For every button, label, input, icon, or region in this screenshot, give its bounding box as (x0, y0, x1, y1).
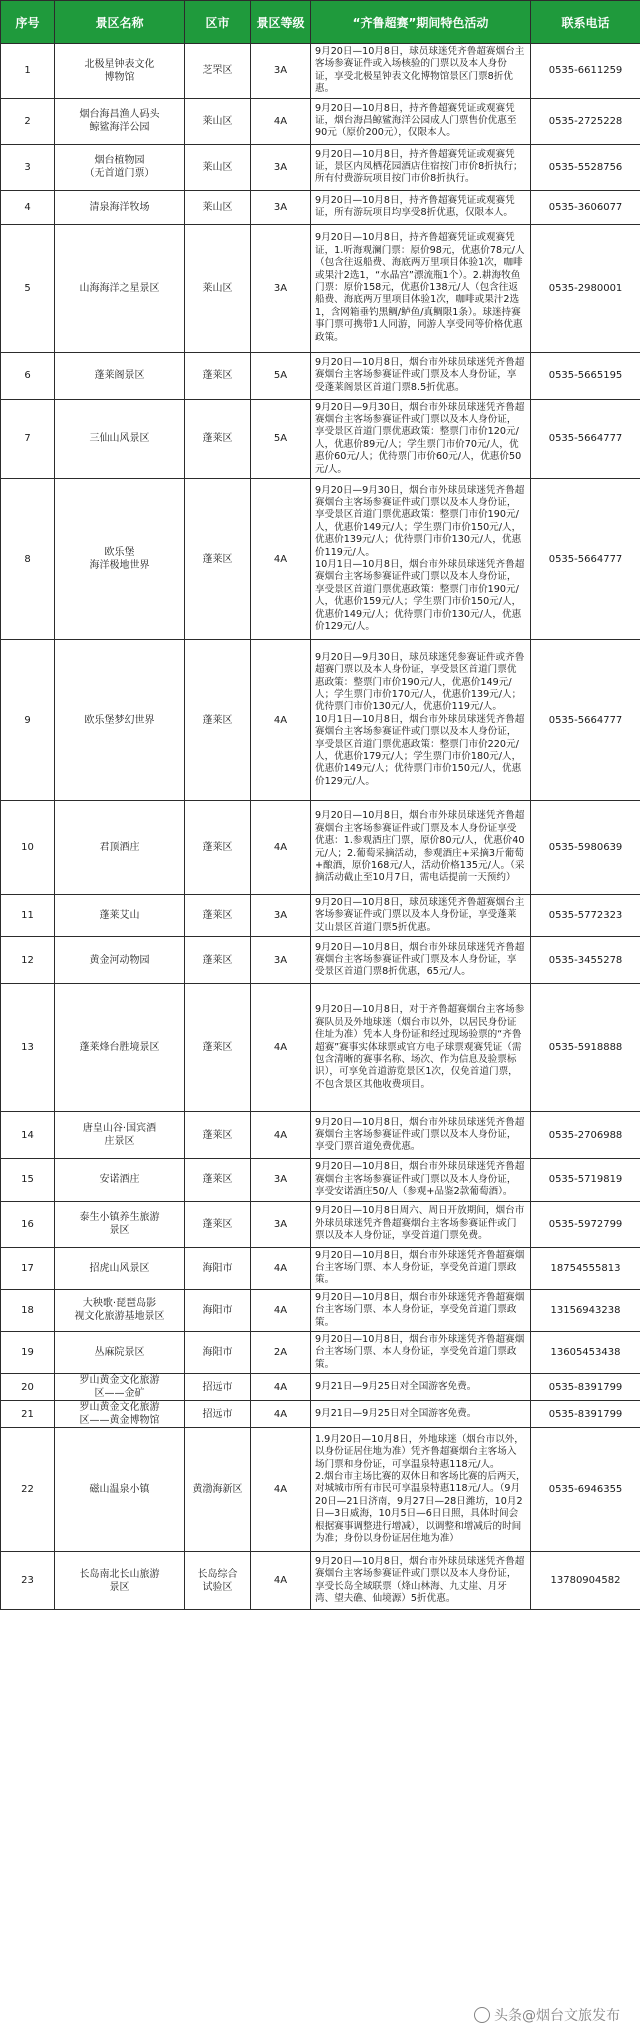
table-row (1, 399, 640, 478)
activity-text: 9月20日—10月8日，持齐鲁超赛凭证或观赛凭证，1.听海观澜门票：原价98元，优惠价78元/人（包含往返船费、海底两万里项目体验1次，咖啡或果汁2选1，“水晶宫”漂流瓶1个）。2.耕海牧鱼门票：原价158元，优惠价138元/人（包含往返船费、海底两万里项目体验1次，咖啡或果汁2选1，含网箱垂钓黑鲷/鲈鱼/真鲷限1条）。球迷持赛事门票可携带1人同游，同游人享受同等价格优惠政策。 (311, 224, 531, 352)
district: 莱山区 (185, 144, 251, 190)
activity-text: 9月20日—9月30日，球员球迷凭参赛证件或齐鲁超赛门票以及本人身份证，享受景区首道门票优惠政策：整票门市价190元/人，优惠价149元/人；学生票门市价170元/人，优惠价139元/人；优待票门市价130元/人，优惠价119元/人。 10月1日—10月8日，烟台市外球员球迷凭齐鲁超赛烟台主客场参赛证件或门票以及本人身份证，享受景区首道门票优惠政策：整票门市价220元/人，优惠价179元/人；学生票门市价180元/人，优惠价149元/人；优待票门市价150元/人，优惠价129元/人。 (311, 640, 531, 801)
table-row (1, 1331, 640, 1373)
row-number: 15 (1, 1159, 55, 1201)
district: 莱山区 (185, 190, 251, 224)
scenic-level: 4A (251, 801, 311, 895)
scenic-level: 3A (251, 144, 311, 190)
contact-phone: 0535-2706988 (531, 1112, 640, 1159)
row-number: 20 (1, 1374, 55, 1401)
table-row (1, 352, 640, 399)
contact-phone: 13156943238 (531, 1289, 640, 1331)
scenic-name: 山海海洋之星景区 (55, 224, 185, 352)
scenic-name: 欧乐堡梦幻世界 (55, 640, 185, 801)
contact-phone: 0535-5772323 (531, 895, 640, 937)
activity-text: 9月20日—10月8日，对于齐鲁超赛烟台主客场参赛队员及外地球迷（烟台市以外，以居民身份证住址为准）凭本人身份证和经过现场验票的“齐鲁超赛”赛事实体球票或官方电子球票观赛凭证（需包含清晰的赛事名称、场次、作为信息及验票标识），可享免首道游览景区1次，仅免首道门票，不包含景区其他收费项目。 (311, 984, 531, 1112)
district: 蓬莱区 (185, 1112, 251, 1159)
table-row (1, 479, 640, 640)
contact-phone: 0535-5665195 (531, 352, 640, 399)
scenic-name: 大秧歌·琵琶岛影 视文化旅游基地景区 (55, 1289, 185, 1331)
district: 招远市 (185, 1401, 251, 1428)
row-number: 5 (1, 224, 55, 352)
scenic-name: 烟台海昌渔人码头 鲸鲨海洋公园 (55, 98, 185, 144)
header-phone: 联系电话 (531, 1, 640, 44)
table-row (1, 1428, 640, 1552)
contact-phone: 0535-3606077 (531, 190, 640, 224)
activity-text: 9月20日—10月8日，烟台市外球员球迷凭齐鲁超赛烟台主客场参赛证件或门票及本人身份证享受优惠：1.参观酒庄门票，原价80元/人，优惠价40元/人；2.葡萄采摘活动，参观酒庄+采摘3斤葡萄+酿酒，原价168元/人，活动价格135元/人。（采摘活动截止至10月7日，需电话提前一天预约） (311, 801, 531, 895)
row-number: 13 (1, 984, 55, 1112)
district: 蓬莱区 (185, 984, 251, 1112)
contact-phone: 0535-5664777 (531, 640, 640, 801)
activity-text: 9月20日—10月8日，烟台市外球员球迷凭齐鲁超赛烟台主客场参赛证件或门票及本人身份证，享受蓬莱阁景区首道门票8.5折优惠。 (311, 352, 531, 399)
activity-text: 9月20日—10月8日，烟台市外球员球迷凭齐鲁超赛烟台主客场参赛证件或门票以及本人身份证，享受长岛全域联票（烽山林海、九丈崖、月牙湾、望夫礁、仙境源）5折优惠。 (311, 1552, 531, 1610)
district: 招远市 (185, 1374, 251, 1401)
district: 蓬莱区 (185, 399, 251, 478)
district: 蓬莱区 (185, 640, 251, 801)
row-number: 16 (1, 1201, 55, 1247)
scenic-level: 4A (251, 479, 311, 640)
table-row (1, 1374, 640, 1401)
activity-text: 9月20日—10月8日周六、周日开放期间，烟台市外球员球迷凭齐鲁超赛烟台主客场参赛证件或门票以及本人身份证，享受首道门票免费。 (311, 1201, 531, 1247)
contact-phone: 0535-5918888 (531, 984, 640, 1112)
table-row (1, 895, 640, 937)
district: 海阳市 (185, 1289, 251, 1331)
scenic-name: 蓬莱烽台胜境景区 (55, 984, 185, 1112)
district: 蓬莱区 (185, 1201, 251, 1247)
contact-phone: 0535-8391799 (531, 1401, 640, 1428)
activity-text: 9月20日—10月8日，烟台市外球员球迷凭齐鲁超赛烟台主客场参赛证件或门票及本人身份证，享受景区首道门票8折优惠，65元/人。 (311, 937, 531, 984)
scenic-name: 三仙山风景区 (55, 399, 185, 478)
contact-phone: 13605453438 (531, 1331, 640, 1373)
activity-text: 9月21日—9月25日对全国游客免费。 (311, 1401, 531, 1428)
contact-phone: 0535-6946355 (531, 1428, 640, 1552)
activity-text: 9月20日—10月8日，烟台市外球员球迷凭齐鲁超赛烟台主客场参赛证件或门票以及本人身份证，享受门票首道免费优惠。 (311, 1112, 531, 1159)
scenic-level: 4A (251, 1552, 311, 1610)
scenic-name: 磁山温泉小镇 (55, 1428, 185, 1552)
activity-text: 9月20日—10月8日，烟台市外球员球迷凭齐鲁超赛烟台主客场参赛证件或门票以及本人身份证，享受安诺酒庄50/人（参观+品鉴2款葡萄酒）。 (311, 1159, 531, 1201)
district: 海阳市 (185, 1331, 251, 1373)
headline-logo-icon (474, 2007, 490, 2023)
watermark-text: 头条@烟台文旅发布 (494, 2008, 620, 2024)
row-number: 3 (1, 144, 55, 190)
table-row (1, 44, 640, 99)
header-name: 景区名称 (55, 1, 185, 44)
scenic-level: 3A (251, 224, 311, 352)
row-number: 2 (1, 98, 55, 144)
scenic-name: 蓬莱艾山 (55, 895, 185, 937)
scenic-level: 2A (251, 1331, 311, 1373)
scenic-level: 4A (251, 1247, 311, 1289)
row-number: 10 (1, 801, 55, 895)
scenic-level: 3A (251, 190, 311, 224)
scenic-name: 黄金河动物园 (55, 937, 185, 984)
table-row (1, 224, 640, 352)
scenic-level: 5A (251, 352, 311, 399)
scenic-name: 清泉海洋牧场 (55, 190, 185, 224)
activity-text: 9月20日—10月8日，持齐鲁超赛凭证或观赛凭证，所有游玩项目均享受8折优惠，仅限本人。 (311, 190, 531, 224)
table-row (1, 144, 640, 190)
header-level: 景区等级 (251, 1, 311, 44)
scenic-level: 4A (251, 640, 311, 801)
row-number: 14 (1, 1112, 55, 1159)
table-row (1, 98, 640, 144)
table-row (1, 1401, 640, 1428)
table-row (1, 801, 640, 895)
scenic-level: 4A (251, 984, 311, 1112)
scenic-name: 丛麻院景区 (55, 1331, 185, 1373)
contact-phone: 0535-5528756 (531, 144, 640, 190)
scenic-name: 罗山黄金文化旅游 区——金矿 (55, 1374, 185, 1401)
table-row (1, 1112, 640, 1159)
contact-phone: 13780904582 (531, 1552, 640, 1610)
scenic-name: 君顶酒庄 (55, 801, 185, 895)
contact-phone: 0535-2980001 (531, 224, 640, 352)
row-number: 21 (1, 1401, 55, 1428)
activity-text: 9月20日—10月8日，持齐鲁超赛凭证或观赛凭证，景区内凤栖花园酒店住宿按门市价8折执行；所有付费游玩项目按门市价8折执行。 (311, 144, 531, 190)
scenic-level: 3A (251, 44, 311, 99)
district: 蓬莱区 (185, 352, 251, 399)
row-number: 1 (1, 44, 55, 99)
watermark (474, 2005, 620, 2025)
table-row (1, 1289, 640, 1331)
table-row (1, 984, 640, 1112)
row-number: 12 (1, 937, 55, 984)
contact-phone: 0535-5980639 (531, 801, 640, 895)
header-no: 序号 (1, 1, 55, 44)
header-district: 区市 (185, 1, 251, 44)
scenic-name: 蓬莱阁景区 (55, 352, 185, 399)
activity-text: 1.9月20日—10月8日，外地球迷（烟台市以外，以身份证居住地为准）凭齐鲁超赛烟台主客场入场门票和身份证，可享温泉特惠118元/人。 2.烟台市主场比赛的双休日和客场比赛的后两天，对城城市所有市民可享温泉特惠118元/人。（9月20日—21日济南，9月27日—28日潍坊，10月2日—3日威海，10月5日—6日日照，具体时间会根据赛事调整进行增减），以调整和增减后的时间为准；身份以身份证居住地为准） (311, 1428, 531, 1552)
district: 莱山区 (185, 98, 251, 144)
table-row (1, 640, 640, 801)
scenic-name: 欧乐堡 海洋极地世界 (55, 479, 185, 640)
header-activity: “齐鲁超赛”期间特色活动 (311, 1, 531, 44)
activity-text: 9月20日—9月30日，烟台市外球员球迷凭齐鲁超赛烟台主客场参赛证件或门票以及本人身份证，享受景区首道门票优惠政策：整票门市价120元/人，优惠价89元/人；学生票门市价70元/人，优惠价60元/人；优待票门市价60元/人，优惠价50元/人。 (311, 399, 531, 478)
district: 长岛综合 试验区 (185, 1552, 251, 1610)
table-row (1, 190, 640, 224)
scenic-name: 安诺酒庄 (55, 1159, 185, 1201)
contact-phone: 0535-5664777 (531, 399, 640, 478)
district: 蓬莱区 (185, 1159, 251, 1201)
activity-text: 9月20日—10月8日，球员球迷凭齐鲁超赛烟台主客场参赛证件或入场核验的门票以及本人身份证，享受北极星钟表文化博物馆景区门票8折优惠。 (311, 44, 531, 99)
district: 蓬莱区 (185, 895, 251, 937)
contact-phone: 0535-3455278 (531, 937, 640, 984)
row-number: 11 (1, 895, 55, 937)
row-number: 22 (1, 1428, 55, 1552)
contact-phone: 0535-5972799 (531, 1201, 640, 1247)
scenic-level: 4A (251, 1374, 311, 1401)
row-number: 9 (1, 640, 55, 801)
contact-phone: 18754555813 (531, 1247, 640, 1289)
scenic-level: 4A (251, 1428, 311, 1552)
activity-text: 9月20日—10月8日，烟台市外球迷凭齐鲁超赛烟台主客场门票、本人身份证，享受免首道门票政策。 (311, 1331, 531, 1373)
row-number: 6 (1, 352, 55, 399)
scenic-name: 唐皇山谷·国宾酒 庄景区 (55, 1112, 185, 1159)
row-number: 8 (1, 479, 55, 640)
activity-text: 9月20日—10月8日，球员球迷凭齐鲁超赛烟台主客场参赛证件或门票以及本人身份证，享受蓬莱艾山景区首道门票5折优惠。 (311, 895, 531, 937)
contact-phone: 0535-5719819 (531, 1159, 640, 1201)
table-row (1, 1159, 640, 1201)
header-row (1, 1, 640, 44)
scenic-name: 泰生小镇养生旅游 景区 (55, 1201, 185, 1247)
activity-text: 9月21日—9月25日对全国游客免费。 (311, 1374, 531, 1401)
row-number: 4 (1, 190, 55, 224)
scenic-level: 4A (251, 98, 311, 144)
scenic-name: 烟台植物园 （无首道门票） (55, 144, 185, 190)
row-number: 18 (1, 1289, 55, 1331)
table-row (1, 1552, 640, 1610)
row-number: 19 (1, 1331, 55, 1373)
scenic-name: 北极星钟表文化 博物馆 (55, 44, 185, 99)
scenic-name: 罗山黄金文化旅游 区——黄金博物馆 (55, 1401, 185, 1428)
contact-phone: 0535-5664777 (531, 479, 640, 640)
district: 芝罘区 (185, 44, 251, 99)
district: 蓬莱区 (185, 937, 251, 984)
scenic-level: 3A (251, 937, 311, 984)
scenic-level: 4A (251, 1289, 311, 1331)
district: 黄渤海新区 (185, 1428, 251, 1552)
scenic-level: 3A (251, 1201, 311, 1247)
activity-text: 9月20日—10月8日，烟台市外球迷凭齐鲁超赛烟台主客场门票、本人身份证，享受免首道门票政策。 (311, 1289, 531, 1331)
district: 蓬莱区 (185, 479, 251, 640)
contact-phone: 0535-6611259 (531, 44, 640, 99)
contact-phone: 0535-8391799 (531, 1374, 640, 1401)
row-number: 17 (1, 1247, 55, 1289)
scenic-level: 4A (251, 1112, 311, 1159)
table-row (1, 1201, 640, 1247)
table-row (1, 937, 640, 984)
scenic-level: 3A (251, 1159, 311, 1201)
scenic-level: 4A (251, 1401, 311, 1428)
district: 海阳市 (185, 1247, 251, 1289)
scenic-name: 长岛南北长山旅游 景区 (55, 1552, 185, 1610)
table-row (1, 1247, 640, 1289)
contact-phone: 0535-2725228 (531, 98, 640, 144)
district: 莱山区 (185, 224, 251, 352)
activity-text: 9月20日—10月8日，持齐鲁超赛凭证或观赛凭证，烟台海昌鲸鲨海洋公园成人门票售价优惠至90元（原价200元），仅限本人。 (311, 98, 531, 144)
scenic-level: 3A (251, 895, 311, 937)
scenic-name: 招虎山风景区 (55, 1247, 185, 1289)
row-number: 23 (1, 1552, 55, 1610)
activity-text: 9月20日—9月30日，烟台市外球员球迷凭齐鲁超赛烟台主客场参赛证件或门票以及本人身份证，享受景区首道门票优惠政策：整票门市价190元/人，优惠价149元/人；学生票门市价150元/人，优惠价139元/人；优待票门市价130元/人，优惠价119元/人。 10月1日—10月8日，烟台市外球员球迷凭齐鲁超赛烟台主客场参赛证件或门票以及本人身份证，享受景区首道门票优惠政策：整票门市价190元/人，优惠价159元/人；学生票门市价150元/人，优惠价149元/人；优待票门市价130元/人，优惠价129元/人。 (311, 479, 531, 640)
activity-text: 9月20日—10月8日，烟台市外球迷凭齐鲁超赛烟台主客场门票、本人身份证，享受免首道门票政策。 (311, 1247, 531, 1289)
district: 蓬莱区 (185, 801, 251, 895)
row-number: 7 (1, 399, 55, 478)
scenic-level: 5A (251, 399, 311, 478)
